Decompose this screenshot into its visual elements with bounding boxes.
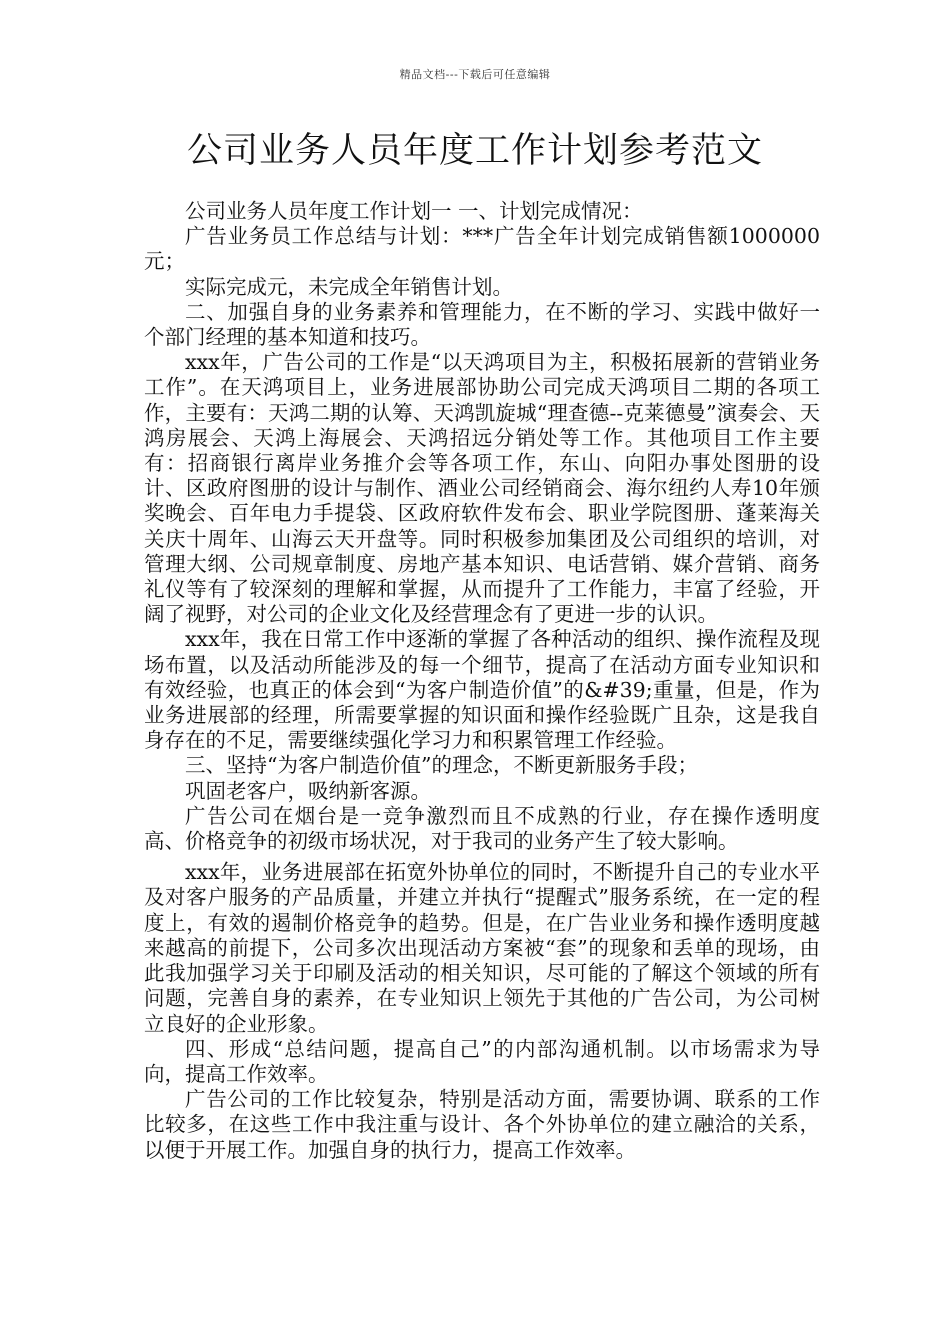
paragraph-7: 三、坚持“为客户制造价值”的理念，不断更新服务手段；	[185, 753, 698, 778]
paragraph-8: 巩固老客户，吸纳新客源。	[185, 778, 431, 803]
paragraph-6: xxx年，我在日常工作中逐渐的掌握了各种活动的组织、操作流程及现场布置，以及活动所能涉及的每一个细节，提高了在活动方面专业知识和有效经验，也真正的体会到“为客户制造价值”的&#39;重量，但是，作为业务进展部的经理，所需要掌握的知识面和操作经验既广且杂，这是我自身存在的不足，需要继续强化学习力和积累管理工作经验。	[144, 627, 820, 753]
paragraph-1: 公司业务人员年度工作计划一 一、计划完成情况：	[185, 199, 643, 223]
document-body	[144, 199, 820, 1163]
paragraph-2: 广告业务员工作总结与计划：***广告全年计划完成销售额1000000元；	[144, 224, 820, 274]
paragraph-11: 四、形成“总结问题，提高自己”的内部沟通机制。以市场需求为导向，提高工作效率。	[144, 1036, 820, 1086]
page-header: 精品文档---下载后可任意编辑	[399, 68, 551, 81]
paragraph-9: 广告公司在烟台是一竞争激烈而且不成熟的行业，存在操作透明度高、价格竞争的初级市场状况，对于我司的业务产生了较大影响。	[144, 803, 820, 854]
paragraph-5: xxx年，广告公司的工作是“以天鸿项目为主，积极拓展新的营销业务工作”。在天鸿项目上，业务进展部协助公司完成天鸿项目二期的各项工作，主要有：天鸿二期的认筹、天鸿凯旋城“理查德--克莱德曼”演奏会、天鸿房展会、天鸿上海展会、天鸿招远分销处等工作。其他项目工作主要有：招商银行离岸业务推介会等各项工作，东山、向阳办事处图册的设计、区政府图册的设计与制作、酒业公司经销商会、海尔纽约人寿10年颁奖晚会、百年电力手提袋、区政府软件发布会、职业学院图册、蓬莱海关关庆十周年、山海云天开盘等。同时积极参加集团及公司组织的培训，对管理大纲、公司规章制度、房地产基本知识、电话营销、媒介营销、商务礼仪等有了较深刻的理解和掌握，从而提升了工作能力，丰富了经验，开阔了视野，对公司的企业文化及经营理念有了更进一步的认识。	[144, 350, 820, 627]
document-title: 公司业务人员年度工作计划参考范文	[186, 131, 763, 171]
paragraph-12: 广告公司的工作比较复杂，特别是活动方面，需要协调、联系的工作比较多，在这些工作中我注重与设计、各个外协单位的建立融洽的关系，以便于开展工作。加强自身的执行力，提高工作效率。	[144, 1087, 820, 1162]
paragraph-3: 实际完成元，未完成全年销售计划。	[185, 274, 513, 299]
paragraph-4: 二、加强自身的业务素养和管理能力，在不断的学习、实践中做好一个部门经理的基本知道和技巧。	[144, 299, 820, 350]
paragraph-10: xxx年，业务进展部在拓宽外协单位的同时，不断提升自己的专业水平及对客户服务的产品质量，并建立并执行“提醒式”服务系统，在一定的程度上，有效的遏制价格竞争的趋势。但是，在广告业业务和操作透明度越来越高的前提下，公司多次出现活动方案被“套”的现象和丢单的现场，由此我加强学习关于印刷及活动的相关知识，尽可能的了解这个领域的所有问题，完善自身的素养，在专业知识上领先于其他的广告公司，为公司树立良好的企业形象。	[144, 860, 820, 1036]
